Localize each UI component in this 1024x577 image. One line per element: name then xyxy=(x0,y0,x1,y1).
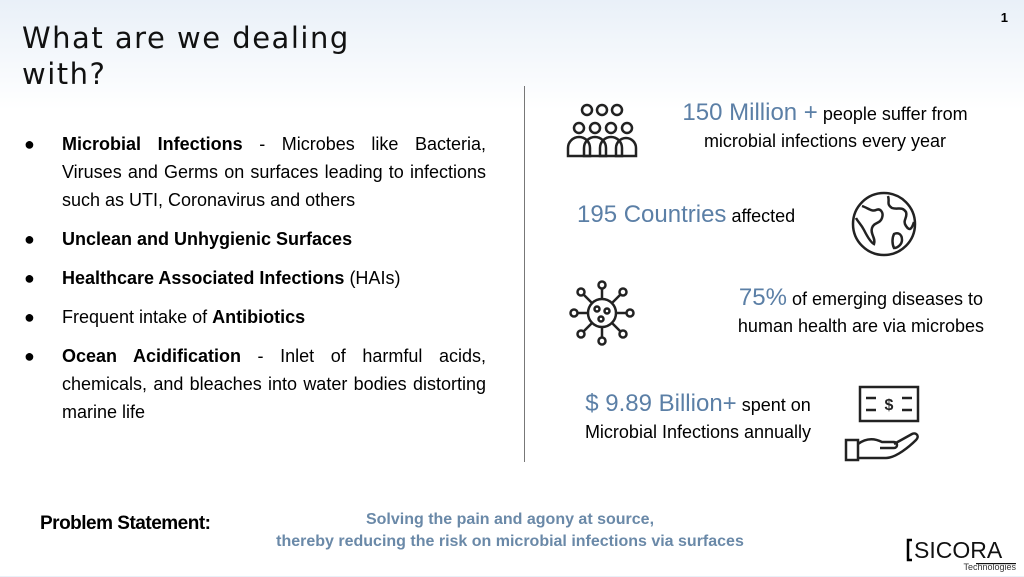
stat-people-value: 150 Million + xyxy=(682,99,818,126)
bullet-text: (HAIs) xyxy=(344,268,401,288)
bullet-list xyxy=(24,130,486,437)
bullet-text: Frequent intake of xyxy=(62,307,213,327)
bullet-item: ● Unclean and Unhygienic Surfaces xyxy=(24,229,353,249)
problem-statement-text xyxy=(260,509,760,553)
bullet-bold: Microbial Infections xyxy=(62,134,243,154)
stat-spending-line1 xyxy=(568,390,828,419)
stat-diseases-line2: human health are via microbes xyxy=(737,316,985,336)
problem-statement-line1: Solving the pain and agony at source, xyxy=(365,511,655,528)
page-title xyxy=(22,20,402,92)
bullet-text: - Inlet of harmful acids, chemicals, and bleaches into water bodies distorting marine life xyxy=(62,346,486,422)
sicora-logo xyxy=(904,536,1018,577)
bullet-item: ● Frequent intake of Antibiotics xyxy=(24,307,306,327)
people-group-icon xyxy=(565,102,639,160)
stat-people-line1 xyxy=(655,99,995,128)
bullet-bold: Ocean Acidification xyxy=(62,346,241,366)
problem-statement-line2: thereby reducing the risk on microbial infections via surfaces xyxy=(276,533,744,550)
stat-spending-line2: Microbial Infections annually xyxy=(584,422,812,442)
bullet-bold: Healthcare Associated Infections xyxy=(62,268,345,288)
stat-countries xyxy=(577,201,795,230)
title-line-1: What are we dealing xyxy=(22,21,350,55)
stat-diseases-line1 xyxy=(715,284,1007,313)
bullet-text: - Microbes like Bacteria, Viruses and Germs on surfaces leading to infections such as UTI, Coronavirus and others xyxy=(62,134,486,210)
stat-countries-value: 195 Countries xyxy=(577,201,727,228)
divider xyxy=(524,86,525,462)
globe-icon xyxy=(850,190,918,258)
svg-text:$: $ xyxy=(884,397,894,414)
stat-countries-text: affected xyxy=(726,206,796,226)
bullet-item: ● Healthcare Associated Infections (HAIs) xyxy=(24,268,401,288)
title-line-2: with? xyxy=(22,57,107,91)
stat-diseases-value: 75% xyxy=(738,284,787,311)
stat-people xyxy=(655,99,995,155)
bullet-item: ● Ocean Acidification - Inlet of harmful acids, chemicals, and bleaches into water bodies distorting marine life xyxy=(24,346,486,422)
stat-spending xyxy=(568,390,828,446)
money-hand-icon xyxy=(844,384,926,464)
page-number: 1 xyxy=(1000,10,1008,25)
bullet-bold: Antibiotics xyxy=(212,307,306,327)
bullet-item: ● Microbial Infections - Microbes like Bacteria, Viruses and Germs on surfaces leading to infections such as UTI, Coronavirus and others xyxy=(24,134,486,210)
stat-spending-text: spent on xyxy=(736,395,811,415)
stat-spending-value: $ 9.89 Billion+ xyxy=(585,390,737,417)
stat-diseases-text: of emerging diseases to xyxy=(786,289,984,309)
logo-text: SICORA xyxy=(914,537,1003,563)
stat-people-line2: microbial infections every year xyxy=(703,131,947,151)
virus-icon xyxy=(567,278,637,348)
problem-statement-label: Problem Statement: xyxy=(40,513,211,534)
stat-people-text: people suffer from xyxy=(817,104,968,124)
logo-subtext: Technologies xyxy=(963,562,1016,572)
stat-diseases xyxy=(715,284,1007,340)
bullet-bold: Unclean and Unhygienic Surfaces xyxy=(62,229,353,249)
